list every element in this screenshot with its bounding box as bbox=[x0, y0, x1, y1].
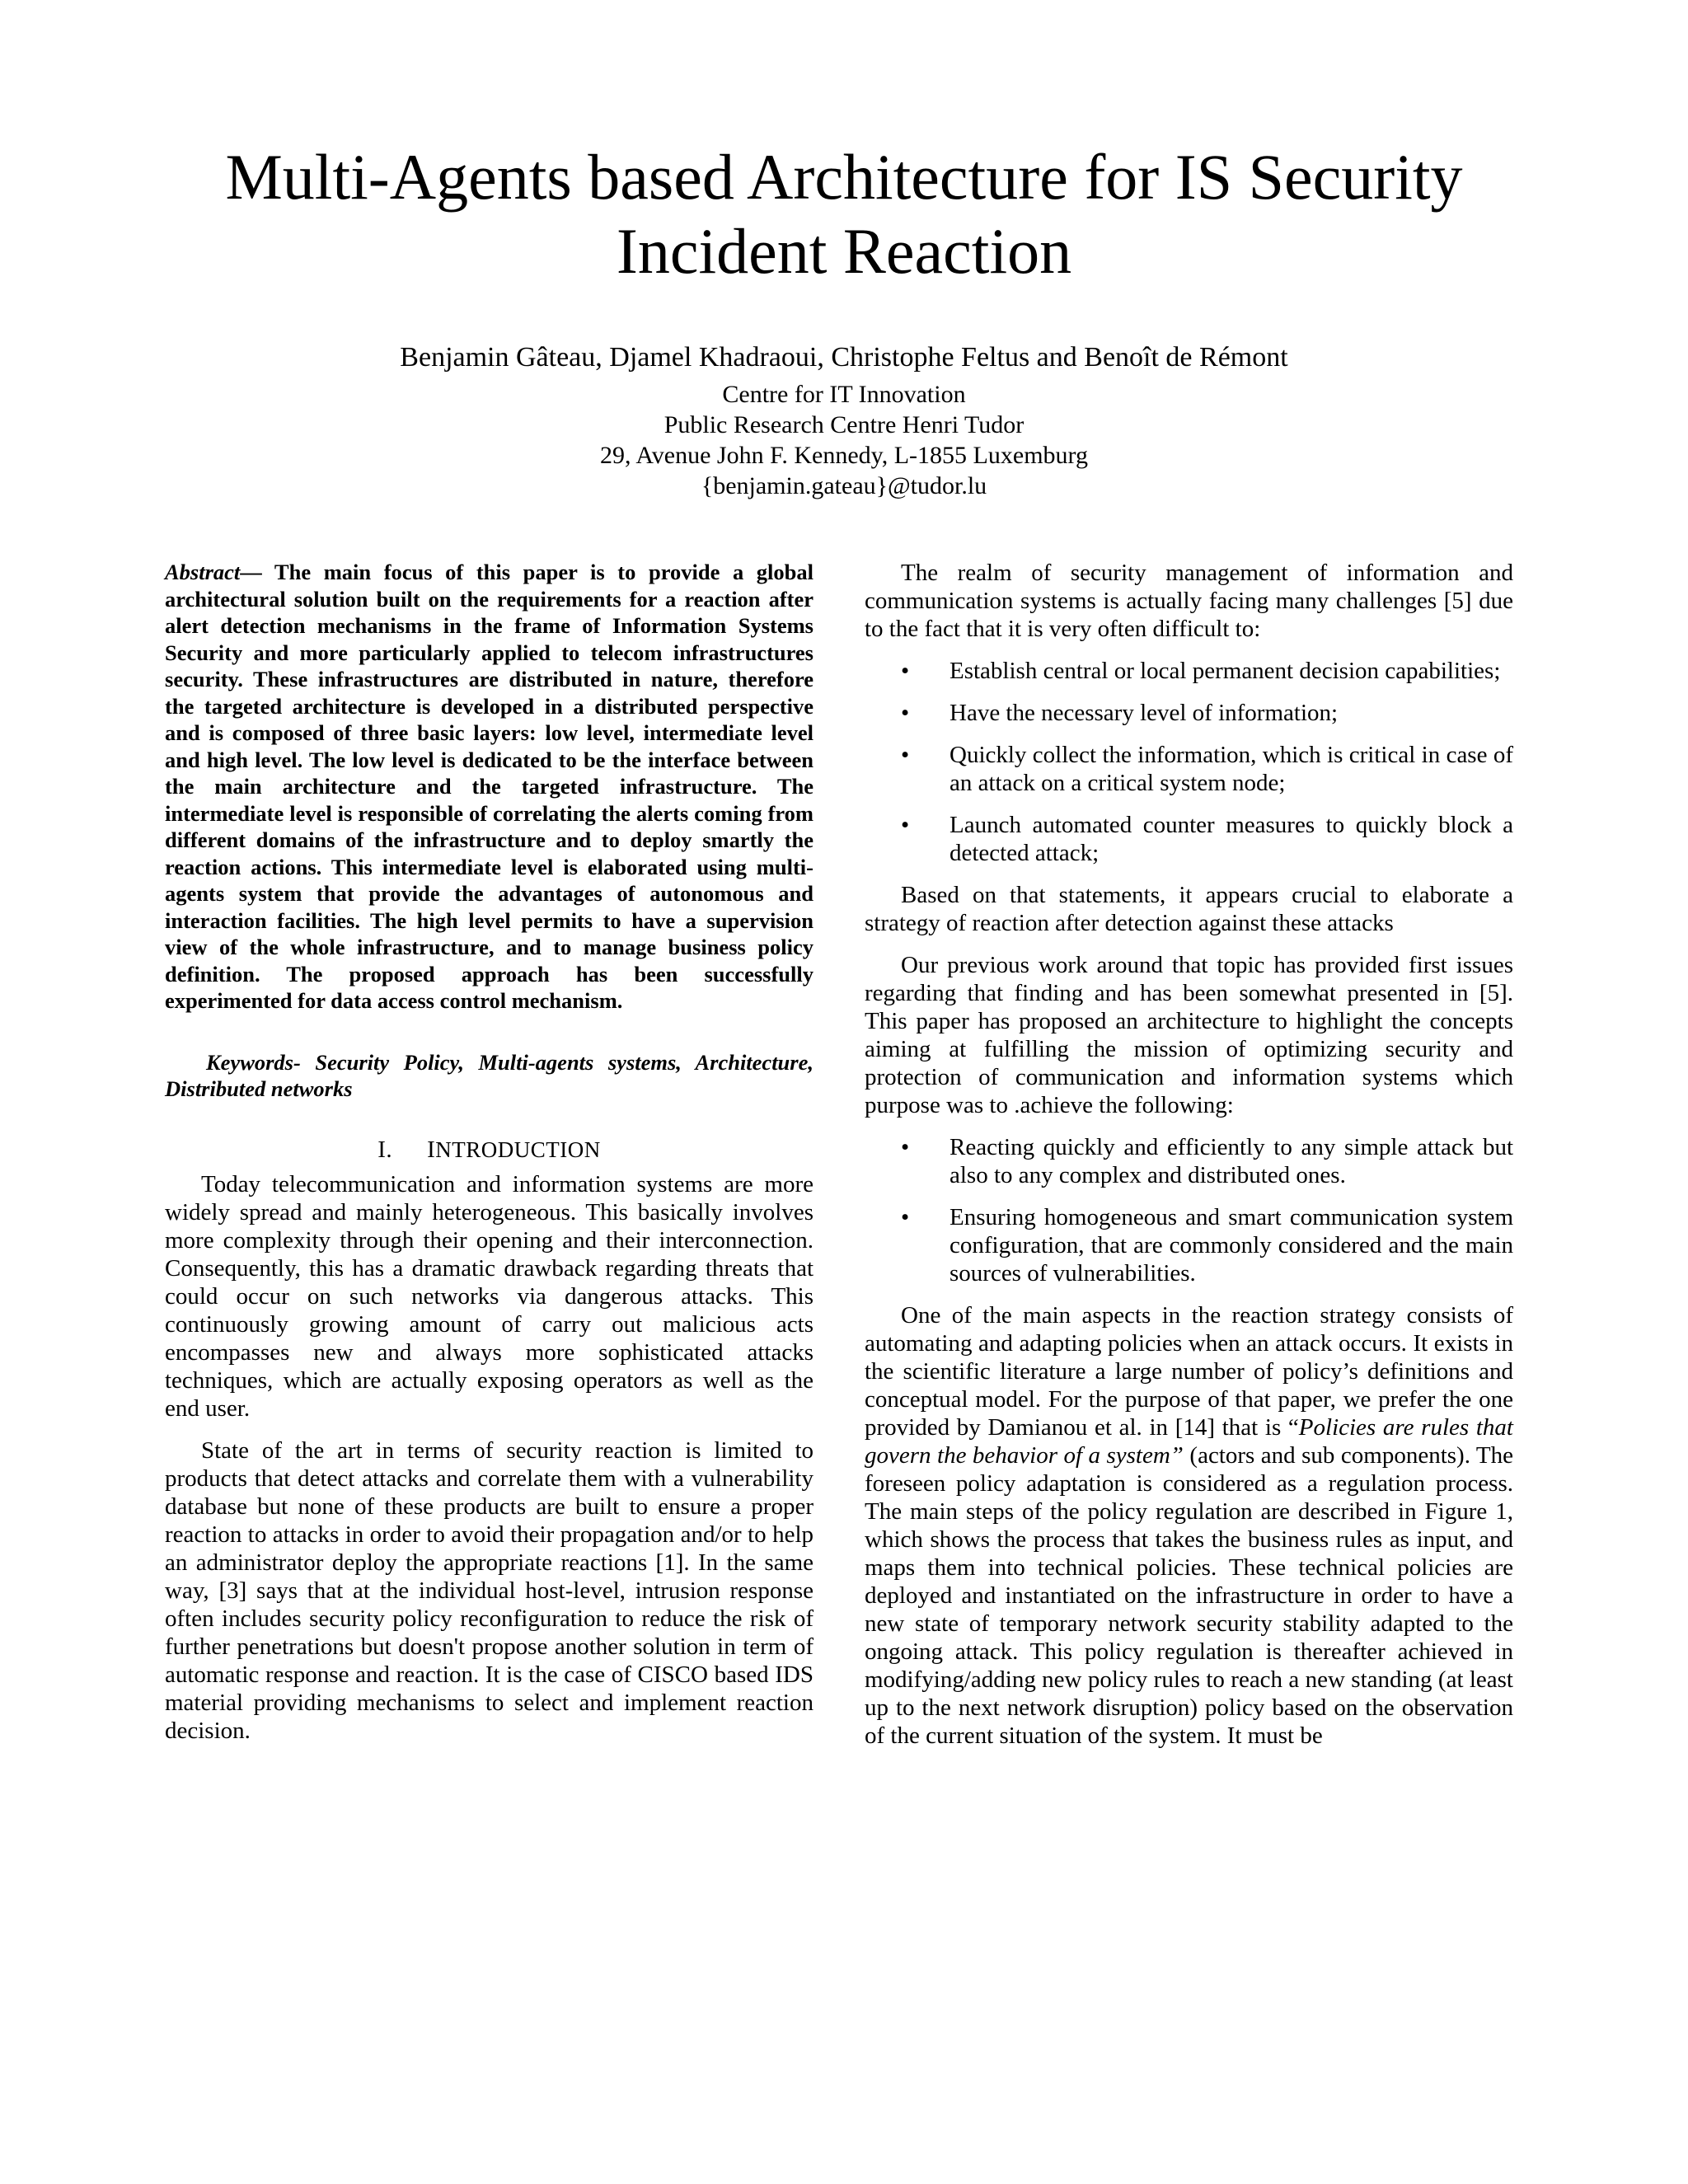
intro-paragraph-1: Today telecommunication and information systems are more widely spread and mainly heterogeneous. This basically involves more complexity through their opening and their interconnection. Consequently, this has a dramatic drawback regarding threats that could occur on such networks via dangerous attacks. This continuously growing amount of carry out malicious acts encompasses new and always more sophisticated attacks techniques, which are actually exposing operators as well as the end user. bbox=[165, 1170, 814, 1422]
keywords: Keywords- Security Policy, Multi-agents systems, Architecture, Distributed networks bbox=[165, 1049, 814, 1101]
section-title-initial: I bbox=[427, 1136, 436, 1163]
challenge-list bbox=[865, 657, 1513, 867]
list-item-text: Quickly collect the information, which is critical in case of an attack on a critical system node; bbox=[950, 742, 1513, 796]
list-item bbox=[865, 741, 1513, 797]
list-item bbox=[865, 657, 1513, 685]
bullet-icon: • bbox=[901, 1134, 910, 1160]
section-number: I. bbox=[377, 1136, 393, 1163]
title-line-1: Multi-Agents based Architecture for IS Security bbox=[225, 141, 1463, 213]
affiliation-block bbox=[0, 379, 1688, 501]
list-item bbox=[865, 699, 1513, 727]
bullet-icon: • bbox=[901, 812, 910, 838]
author-list: Benjamin Gâteau, Djamel Khadraoui, Christophe Feltus and Benoît de Rémont bbox=[400, 342, 1288, 373]
right-column bbox=[865, 559, 1513, 1764]
left-column bbox=[165, 559, 814, 1759]
right-paragraph-3: Our previous work around that topic has provided first issues regarding that finding and has been somewhat presented in [5]. This paper has proposed an architecture to highlight the concepts aiming at fulfilling the mission of optimizing security and protection of communication and information systems which purpose was to .achieve the following: bbox=[865, 952, 1513, 1118]
right-paragraph-4 bbox=[865, 1301, 1513, 1750]
list-item-text: Launch automated counter measures to quickly block a detected attack; bbox=[950, 812, 1513, 866]
affiliation-email: {benjamin.gateau}@tudor.lu bbox=[701, 472, 987, 499]
abstract-dash: — bbox=[240, 560, 262, 584]
abstract-text: The main focus of this paper is to provide a global architectural solution built on the requirements for a reaction after alert detection mechanisms in the frame of Information Systems Security and more particularly applied to telecom infrastructures security. These infrastructures are distributed in nature, therefore the targeted architecture is developed in a distributed perspective and is composed of three basic layers: low level, intermediate level and high level. The low level is dedicated to be the interface between the main architecture and the targeted infrastructure. The intermediate level is responsible of correlating the alerts coming from different domains of the infrastructure and to deploy smartly the reaction actions. This intermediate level is elaborated using multi-agents system that provide the advantages of autonomous and interaction facilities. The high level permits to have a supervision view of the whole infrastructure, and to manage business policy definition. The proposed approach has been successfully experimented for data access control mechanism. bbox=[165, 560, 814, 1013]
list-item-text: Ensuring homogeneous and smart communication system configuration, that are commonly considered and the main sources of vulnerabilities. bbox=[950, 1204, 1513, 1286]
paragraph-text: One of the main aspects in the reaction strategy consists of automating and adapting policies when an attack occurs. It exists in the scientific literature a large number of policy’s definitions and conceptual model. For the purpose of that paper, we prefer the one provided by Damianou et al. in [14] that is “ bbox=[865, 1302, 1513, 1441]
section-heading-introduction bbox=[165, 1136, 814, 1164]
affiliation-line-1: Centre for IT Innovation bbox=[722, 381, 966, 408]
bullet-icon: • bbox=[901, 658, 910, 684]
list-item-text: Establish central or local permanent decision capabilities; bbox=[950, 658, 1501, 684]
bullet-icon: • bbox=[901, 1204, 910, 1230]
bullet-icon: • bbox=[901, 700, 910, 726]
title-line-2: Incident Reaction bbox=[616, 215, 1072, 287]
right-paragraph-1: The realm of security management of information and communication systems is actually facing many challenges [5] due to the fact that it is very often difficult to: bbox=[865, 560, 1513, 642]
list-item bbox=[865, 1203, 1513, 1287]
paragraph-text: (actors and sub components). The foreseen policy adaptation is considered as a regulation process. The main steps of the policy regulation are described in Figure 1, which shows the process that takes the business rules as input, and maps them into technical policies. These technical policies are deployed and instantiated on the infrastructure in order to have a new state of temporary network security stability adapted to the ongoing attack. This policy regulation is thereafter achieved in modifying/adding new policy rules to reach a new standing (at least up to the next network disruption) policy based on the observation of the current situation of the system. It must be bbox=[865, 1442, 1513, 1749]
bullet-icon: • bbox=[901, 742, 910, 768]
intro-paragraph-2: State of the art in terms of security reaction is limited to products that detect attacks and correlate them with a vulnerability database but none of these products are built to ensure a proper reaction to attacks in order to avoid their propagation and/or to help an administrator deploy the appropriate reactions [1]. In the same way, [3] says that at the individual host-level, intrusion response often includes security policy reconfiguration to reduce the risk of further penetrations but doesn't propose another solution in term of automatic response and reaction. It is the case of CISCO based IDS material providing mechanisms to select and implement reaction decision. bbox=[165, 1436, 814, 1744]
affiliation-line-3: 29, Avenue John F. Kennedy, L-1855 Luxemburg bbox=[600, 442, 1088, 469]
policy-definition-quote: Policies are rules that govern the behavior of a system” bbox=[865, 1414, 1513, 1469]
paper-title bbox=[0, 140, 1688, 288]
abstract bbox=[165, 559, 814, 1015]
goals-list bbox=[865, 1133, 1513, 1287]
list-item bbox=[865, 1133, 1513, 1189]
affiliation-line-2: Public Research Centre Henri Tudor bbox=[663, 411, 1025, 438]
abstract-label: Abstract bbox=[165, 560, 241, 584]
list-item bbox=[865, 811, 1513, 867]
list-item-text: Reacting quickly and efficiently to any simple attack but also to any complex and distributed ones. bbox=[950, 1134, 1513, 1188]
list-item-text: Have the necessary level of information; bbox=[950, 700, 1339, 726]
right-paragraph-2: Based on that statements, it appears crucial to elaborate a strategy of reaction after detection against these attacks bbox=[865, 882, 1513, 936]
section-title-rest: NTRODUCTION bbox=[435, 1137, 601, 1162]
